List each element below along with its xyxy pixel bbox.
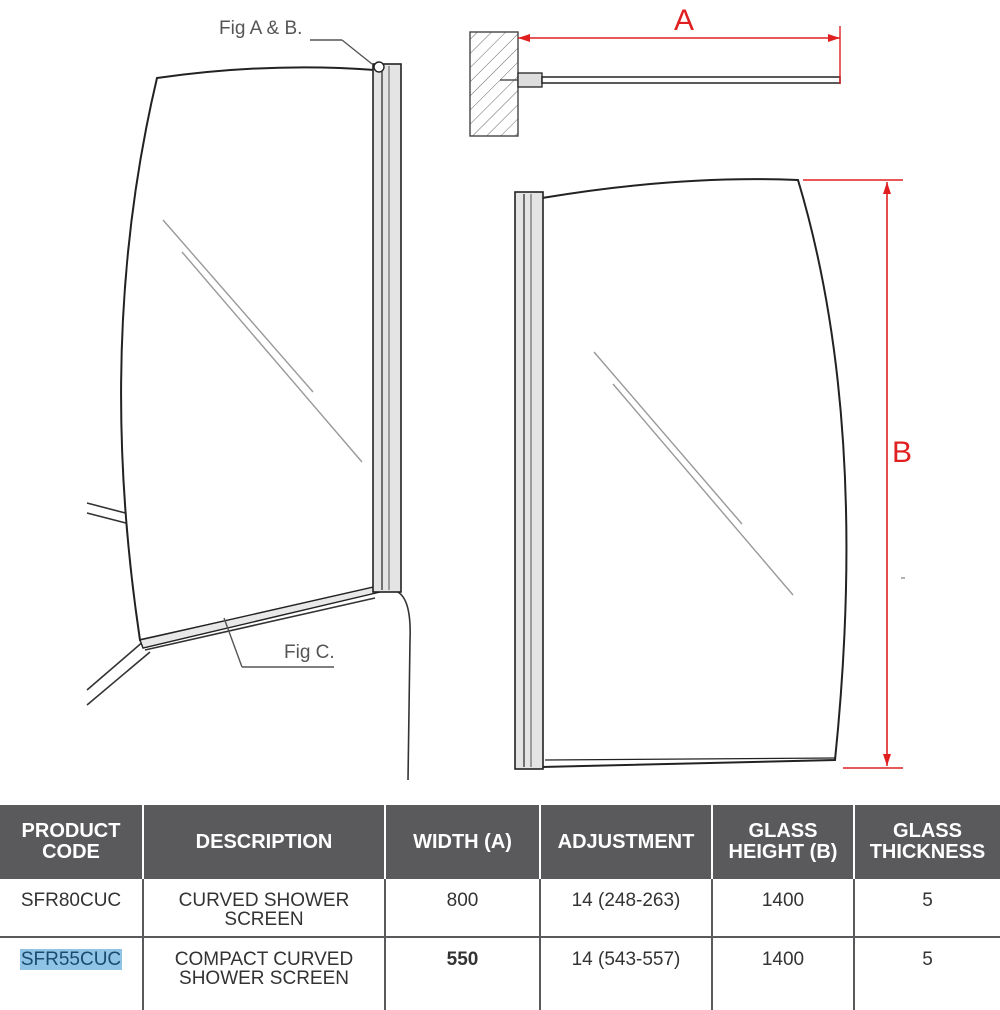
table-row xyxy=(0,879,1000,937)
header-description: DESCRIPTION xyxy=(143,805,385,879)
glass-panel xyxy=(121,67,375,640)
cell-product-code: SFR80CUC xyxy=(0,879,143,937)
hinge-profile xyxy=(373,64,401,592)
elevation-view xyxy=(515,179,912,769)
header-glass-height: GLASS HEIGHT (B) xyxy=(712,805,854,879)
table-row xyxy=(0,937,1000,1010)
fig-c-label: Fig C. xyxy=(284,642,335,663)
cell-glass-height: 1400 xyxy=(712,937,854,1010)
cell-product-code xyxy=(0,937,143,1010)
fig-ab-label: Fig A & B. xyxy=(219,18,303,39)
elevation-glass xyxy=(542,179,846,767)
spec-table xyxy=(0,805,1000,1010)
highlighted-code: SFR55CUC xyxy=(20,949,122,970)
cell-glass-height: 1400 xyxy=(712,879,854,937)
cell-adjustment: 14 (248-263) xyxy=(540,879,712,937)
cell-adjustment: 14 (543-557) xyxy=(540,937,712,1010)
cell-glass-thickness: 5 xyxy=(854,879,1000,937)
dimension-a-label: A xyxy=(674,4,695,37)
perspective-view xyxy=(87,18,410,780)
width-value: 550 xyxy=(446,949,479,970)
cell-description: COMPACT CURVED SHOWER SCREEN xyxy=(143,937,385,1010)
header-glass-thickness: GLASS THICKNESS xyxy=(854,805,1000,879)
header-width: WIDTH (A) xyxy=(385,805,540,879)
cell-width: 800 xyxy=(385,879,540,937)
elevation-profile xyxy=(515,192,543,769)
header-product-code: PRODUCT CODE xyxy=(0,805,143,879)
bath-end xyxy=(390,590,410,780)
table-header-row xyxy=(0,805,1000,879)
plan-glass xyxy=(542,77,840,83)
cell-glass-thickness: 5 xyxy=(922,949,933,970)
plan-hinge xyxy=(518,73,542,87)
wall-section xyxy=(470,32,518,136)
cell-description: CURVED SHOWER SCREEN xyxy=(143,879,385,937)
header-adjustment: ADJUSTMENT xyxy=(540,805,712,879)
plan-view xyxy=(470,4,840,136)
cell-width xyxy=(385,937,540,1010)
dimension-b-label: B xyxy=(892,436,913,469)
